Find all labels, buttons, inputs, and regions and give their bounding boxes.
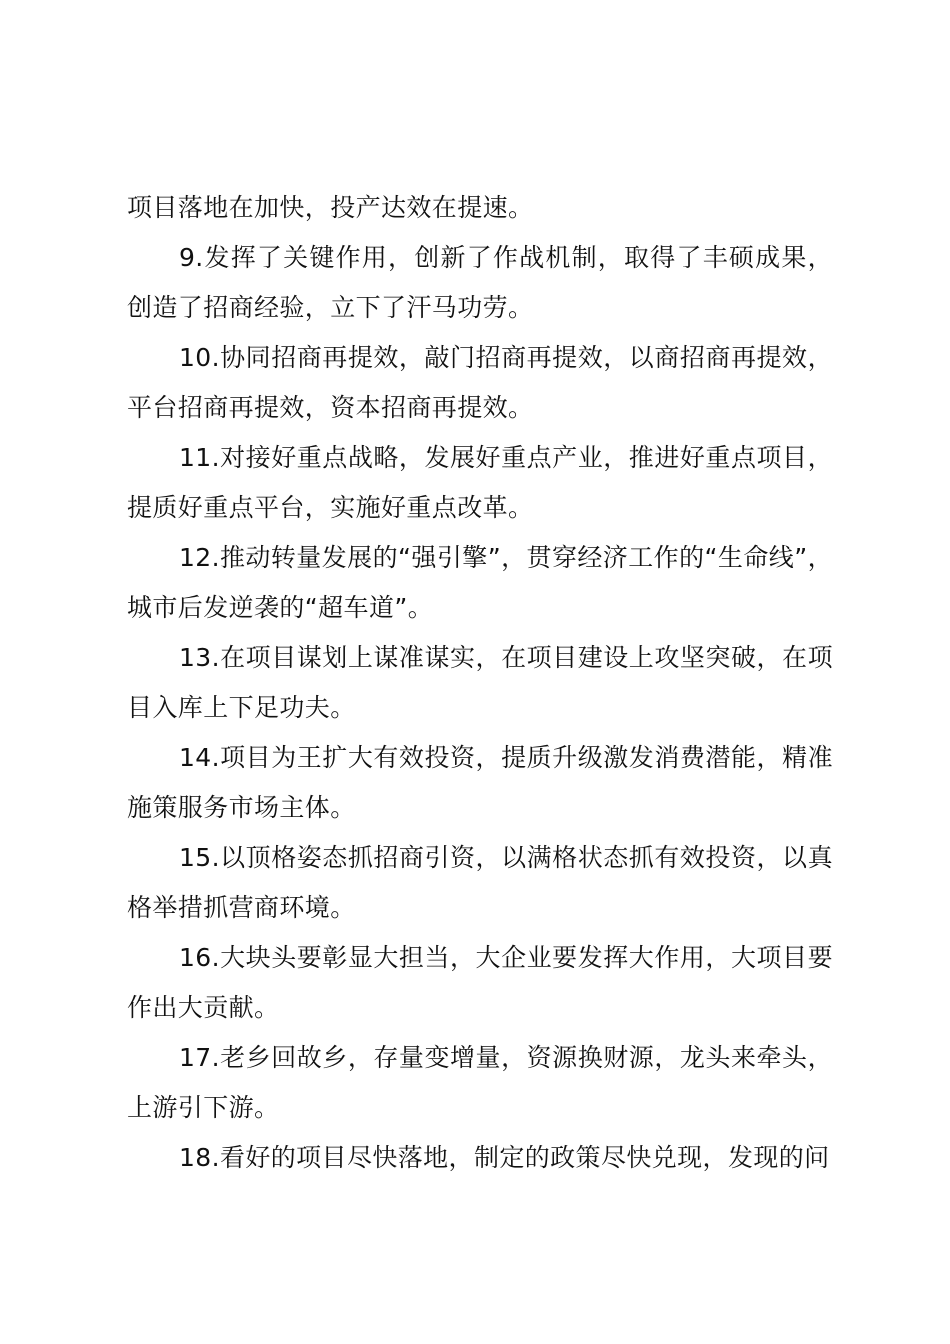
paragraph-14: 14.项目为王扩大有效投资，提质升级激发消费潜能，精准施策服务市场主体。 xyxy=(127,743,833,822)
paragraph-12: 12.推动转量发展的“强引擎”，贯穿经济工作的“生命线”，城市后发逆袭的“超车道”。 xyxy=(127,543,833,622)
paragraph-13: 13.在项目谋划上谋准谋实，在项目建设上攻坚突破，在项目入库上下足功夫。 xyxy=(127,643,833,722)
paragraph-11: 11.对接好重点战略，发展好重点产业，推进好重点项目，提质好重点平台，实施好重点改革。 xyxy=(127,443,833,522)
paragraph-15: 15.以顶格姿态抓招商引资，以满格状态抓有效投资，以真格举措抓营商环境。 xyxy=(127,843,833,922)
paragraph-18: 18.看好的项目尽快落地，制定的政策尽快兑现，发现的问 xyxy=(179,1143,830,1172)
paragraph-9: 9.发挥了关键作用，创新了作战机制，取得了丰硕成果，创造了招商经验，立下了汗马功劳。 xyxy=(127,243,833,322)
paragraph-10: 10.协同招商再提效，敲门招商再提效，以商招商再提效，平台招商再提效，资本招商再提效。 xyxy=(127,343,833,422)
document-body xyxy=(127,183,833,1183)
paragraph-16: 16.大块头要彰显大担当，大企业要发挥大作用，大项目要作出大贡献。 xyxy=(127,943,833,1022)
paragraph-continuation: 项目落地在加快，投产达效在提速。 xyxy=(127,193,534,222)
paragraph-17: 17.老乡回故乡，存量变增量，资源换财源，龙头来牵头，上游引下游。 xyxy=(127,1043,833,1122)
